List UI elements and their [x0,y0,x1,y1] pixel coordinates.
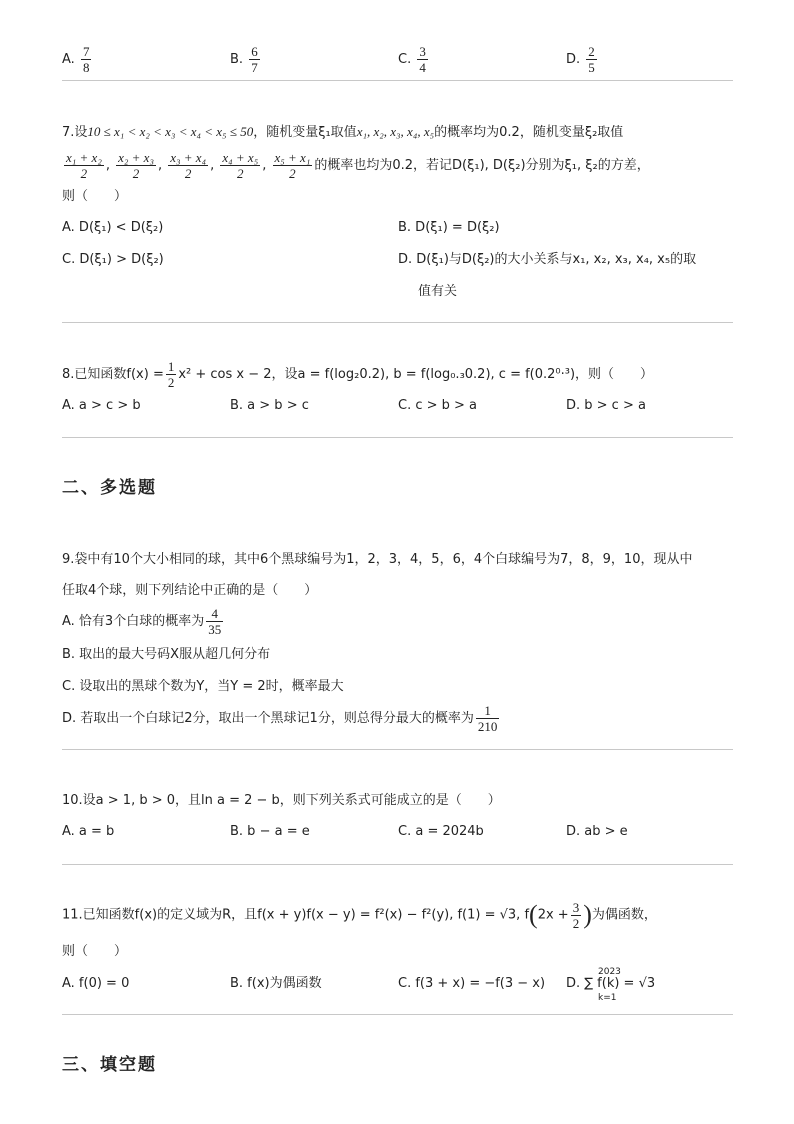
q9-stem-line2: 任取4个球，则下列结论中正确的是（ ） [62,583,318,598]
q8-stem: 8.已知函数f(x) = $\frac{1}{2}$ x² + cos x − 2，设a = f(log₂0.2), b = f(log₀.₃0.2), c = f(0.2⁰·³)，则（ ） [62,359,654,390]
divider [62,864,733,865]
q11-stem: 11.已知函数f(x)的定义域为R，且f(x + y)f(x − y) = f²(x) − f²(y), f(1) = √3, f(2x + $\frac{3}{2}$ )为偶函数， [62,899,657,931]
q6-option-b: B. $\frac{6}{7}$ [230,44,258,75]
divider [62,322,733,323]
q10-stem: 10.设a > 1, b > 0，且ln a = 2 − b，则下列关系式可能成立的是（ ） [62,793,501,808]
divider [62,80,733,81]
q8-option-d: D. b > c > a [566,398,646,413]
q11-option-b: B. f(x)为偶函数 [230,976,322,991]
q9-option-c: C. 设取出的黑球个数为Y，当Y = 2时，概率最大 [62,679,344,694]
q6-option-a: A. $\frac{7}{8}$ [62,44,90,75]
q7-option-d: D. D(ξ₁)与D(ξ₂)的大小关系与x₁, x₂, x₃, x₄, x₅的取 [398,252,697,267]
section-title-fill-in: 三、填空题 [62,1055,157,1075]
q9-option-b: B. 取出的最大号码X服从超几何分布 [62,647,271,662]
q9-option-d: D. 若取出一个白球记2分，取出一个黑球记1分，则总得分最大的概率为 $\frac{1}{210}$ [62,703,498,734]
sum-upper-limit: 2023 [598,967,621,977]
q7-stem-line1: 7.设10 ≤ x₁ < x₂ < x₃ < x₄ < x₅ ≤ 50，随机变量ξ₁取值x₁, x₂, x₃, x₄, x₅的概率均为0.2，随机变量ξ₂取值 [62,124,624,140]
q9-stem-line1: 9.袋中有10个大小相同的球，其中6个黑球编号为1，2，3，4，5，6，4个白球编号为7，8，9，10，现从中 [62,552,693,567]
q9-option-a: A. 恰有3个白球的概率为 $\frac{4}{35}$ [62,606,222,637]
q8-option-b: B. a > b > c [230,398,309,413]
divider [62,1014,733,1015]
q8-option-c: C. c > b > a [398,398,478,413]
divider [62,437,733,438]
q8-option-a: A. a > c > b [62,398,141,413]
sum-lower-limit: k=1 [598,993,617,1003]
q11-option-d: D. ∑ f(k) = √3 2023 k=1 [566,975,655,993]
q6-option-d: D. $\frac{2}{5}$ [566,44,595,75]
q11-stem-line2: 则（ ） [62,944,128,959]
q7-option-a: A. D(ξ₁) < D(ξ₂) [62,220,164,235]
divider [62,749,733,750]
q10-option-b: B. b − a = e [230,824,310,839]
q11-option-a: A. f(0) = 0 [62,976,130,991]
q7-stem-line3: 则（ ） [62,189,128,204]
q6-option-c: C. $\frac{3}{4}$ [398,44,426,75]
q10-option-a: A. a = b [62,824,115,839]
q7-option-c: C. D(ξ₁) > D(ξ₂) [62,252,164,267]
section-title-multiple-choice: 二、多选题 [62,478,157,498]
q10-option-c: C. a = 2024b [398,824,484,839]
q7-option-d-cont: 值有关 [418,284,458,299]
q10-option-d: D. ab > e [566,824,628,839]
q7-option-b: B. D(ξ₁) = D(ξ₂) [398,220,500,235]
q7-stem-line2: $\frac{\text{x₁ + x₂}}{2}$ , $\frac{\text{x₂ + x₃}}{2}$ , $\frac{\text{x₃ + x₄}}{2}$ , $\frac{\text{x₄ + x₅}}{2}$ , $\frac{\text{x₅ + x₁}}{2}$ 的概率也均为0.2，若记D(ξ₁), D(ξ₂)分别为ξ₁, ξ₂的方差， [66,150,650,181]
q11-option-c: C. f(3 + x) = −f(3 − x) [398,976,546,991]
